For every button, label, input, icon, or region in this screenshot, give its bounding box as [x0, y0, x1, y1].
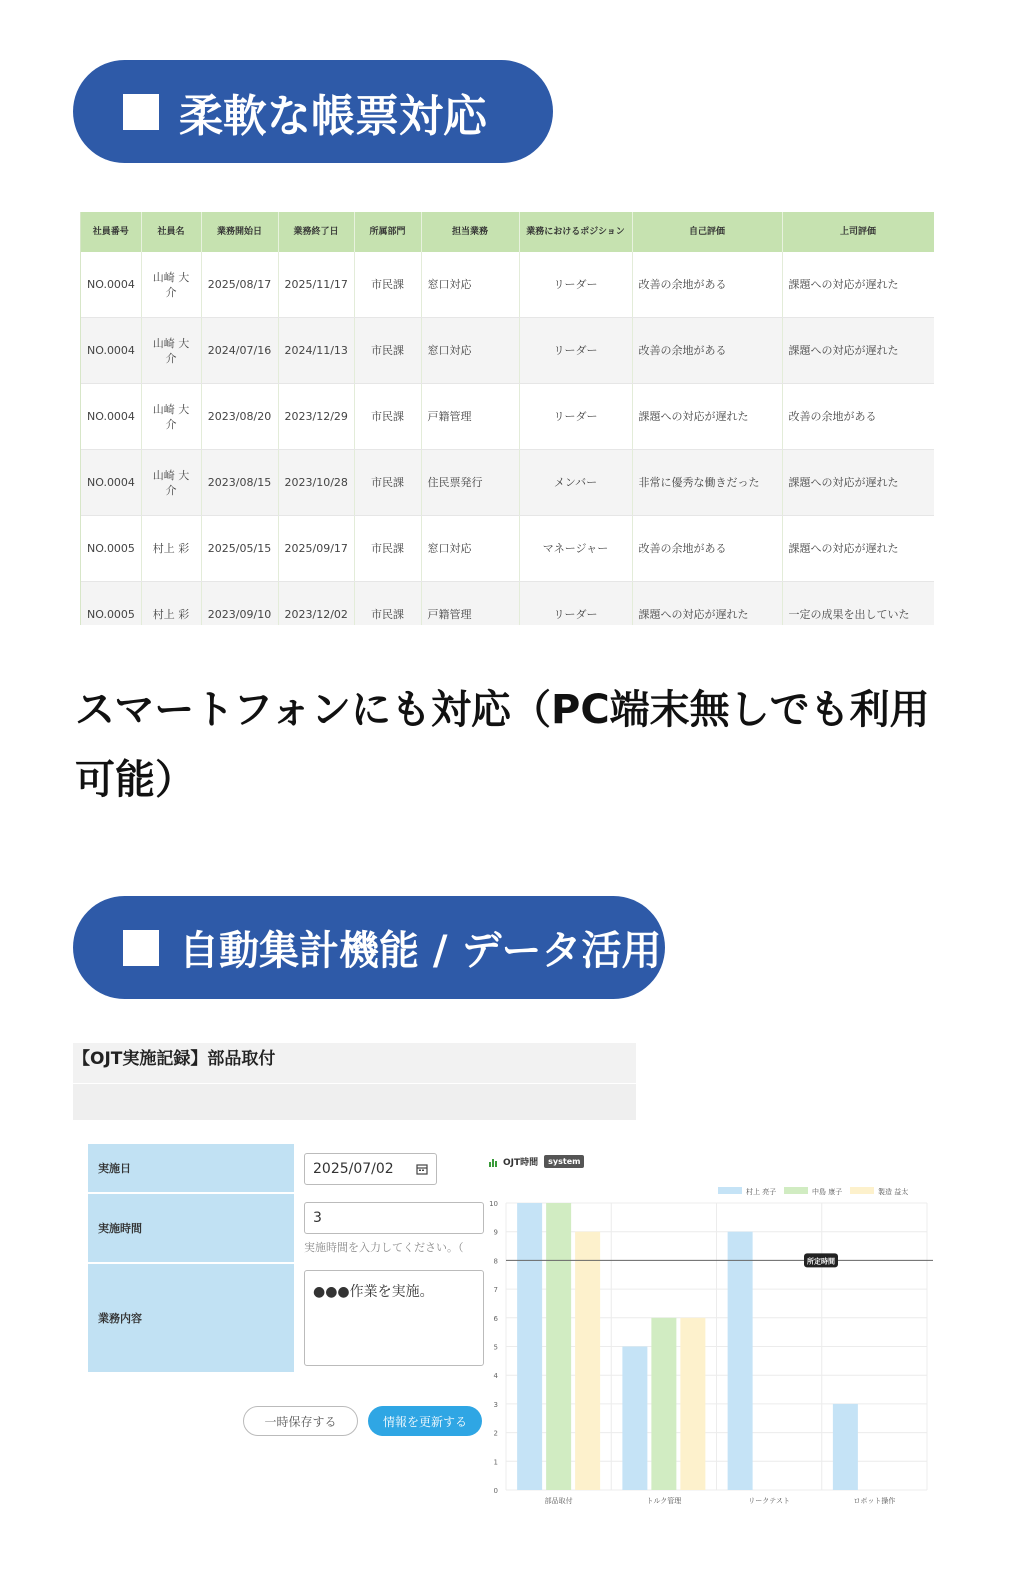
chart-bar	[517, 1203, 542, 1490]
table-cell: 課題への対応が遅れた	[782, 318, 934, 384]
table-row	[81, 516, 934, 582]
legend-label: 村上 亮子	[746, 1188, 777, 1196]
table-header-cell: 上司評価	[782, 212, 934, 252]
table-cell: 一定の成果を出していた	[782, 582, 934, 626]
table-cell: リーダー	[519, 318, 632, 384]
date-value: 2025/07/02	[313, 1161, 394, 1177]
table-cell: 窓口対応	[421, 516, 519, 582]
table-cell: 課題への対応が遅れた	[632, 384, 782, 450]
content-label: 業務内容	[88, 1264, 294, 1372]
chart-bar	[680, 1318, 705, 1490]
calendar-icon[interactable]	[416, 1163, 428, 1175]
update-button[interactable]: 情報を更新する	[368, 1406, 482, 1436]
hours-row	[88, 1194, 484, 1264]
table-cell: マネージャー	[519, 516, 632, 582]
table-cell: 戸籍管理	[421, 582, 519, 626]
table-cell: 課題への対応が遅れた	[632, 582, 782, 626]
chart-bar	[651, 1318, 676, 1490]
table-cell: 2025/08/17	[201, 252, 278, 318]
table-cell: 2025/05/15	[201, 516, 278, 582]
legend-label: 中島 康子	[812, 1188, 843, 1196]
square-icon	[123, 94, 159, 130]
section-title-flexible-forms	[73, 60, 553, 163]
table-header-cell: 担当業務	[421, 212, 519, 252]
y-tick-label: 3	[493, 1400, 498, 1409]
table-cell: NO.0005	[81, 582, 141, 626]
table-cell: 市民課	[354, 450, 421, 516]
table-header-cell: 社員番号	[81, 212, 141, 252]
legend-swatch	[784, 1187, 808, 1194]
hours-label: 実施時間	[88, 1194, 294, 1262]
table-cell: 山崎 大介	[141, 252, 201, 318]
table-cell: 課題への対応が遅れた	[782, 252, 934, 318]
bar-chart-icon	[488, 1157, 498, 1167]
records-table	[80, 212, 934, 625]
y-tick-label: 4	[493, 1372, 498, 1381]
reference-label: 所定時間	[807, 1257, 835, 1266]
ojt-record-title: 【OJT実施記録】部品取付	[73, 1043, 636, 1083]
table-cell: 2023/08/20	[201, 384, 278, 450]
y-tick-label: 10	[489, 1200, 498, 1208]
square-icon	[123, 930, 159, 966]
chart-bar	[575, 1232, 600, 1490]
section-title-aggregation	[73, 896, 665, 999]
y-tick-label: 5	[493, 1343, 498, 1352]
hours-input[interactable]: 3	[304, 1202, 484, 1234]
chart-bar	[728, 1232, 753, 1490]
table-cell: NO.0004	[81, 318, 141, 384]
date-label: 実施日	[88, 1144, 294, 1192]
legend-label: 製造 益太	[878, 1188, 909, 1196]
table-row	[81, 450, 934, 516]
table-cell: 市民課	[354, 516, 421, 582]
table-cell: メンバー	[519, 450, 632, 516]
legend-swatch	[850, 1187, 874, 1194]
table-cell: 市民課	[354, 318, 421, 384]
content-row	[88, 1264, 484, 1374]
y-tick-label: 8	[493, 1257, 498, 1266]
x-tick-label: リークテスト	[748, 1497, 790, 1505]
section-title-text: 自動集計機能 / データ活用	[179, 928, 662, 974]
table-row	[81, 582, 934, 626]
legend-swatch	[718, 1187, 742, 1194]
table-cell: リーダー	[519, 252, 632, 318]
table-cell: 2025/11/17	[278, 252, 354, 318]
table-cell: 2025/09/17	[278, 516, 354, 582]
table-cell: 2023/12/02	[278, 582, 354, 626]
table-cell: 改善の余地がある	[632, 252, 782, 318]
chart-header	[488, 1155, 584, 1168]
date-input[interactable]	[304, 1153, 437, 1185]
table-cell: リーダー	[519, 582, 632, 626]
table-cell: 2023/12/29	[278, 384, 354, 450]
table-header-cell: 業務終了日	[278, 212, 354, 252]
table-cell: 山崎 大介	[141, 450, 201, 516]
chart-bar	[622, 1347, 647, 1491]
ojt-chart-panel	[484, 1143, 933, 1506]
table-cell: 課題への対応が遅れた	[782, 516, 934, 582]
table-cell: 2023/10/28	[278, 450, 354, 516]
table-cell: NO.0004	[81, 384, 141, 450]
table-cell: 市民課	[354, 384, 421, 450]
y-tick-label: 7	[493, 1286, 498, 1295]
table-cell: 市民課	[354, 252, 421, 318]
y-tick-label: 1	[493, 1458, 498, 1467]
chart-bar	[546, 1203, 571, 1490]
save-draft-button[interactable]: 一時保存する	[243, 1406, 358, 1436]
table-cell: 改善の余地がある	[632, 318, 782, 384]
ojt-header-band	[73, 1084, 636, 1120]
x-tick-label: 部品取付	[544, 1497, 573, 1505]
table-header-cell: 所属部門	[354, 212, 421, 252]
hours-hint: 実施時間を入力してください。（	[304, 1241, 464, 1254]
content-textarea[interactable]: ●●●作業を実施。	[304, 1270, 484, 1366]
table-cell: NO.0004	[81, 252, 141, 318]
table-header-cell: 業務におけるポジション	[519, 212, 632, 252]
table-row	[81, 384, 934, 450]
y-tick-label: 9	[493, 1228, 498, 1237]
table-cell: 改善の余地がある	[632, 516, 782, 582]
table-cell: 改善の余地がある	[782, 384, 934, 450]
table-cell: 2024/07/16	[201, 318, 278, 384]
table-cell: 住民票発行	[421, 450, 519, 516]
table-cell: 窓口対応	[421, 318, 519, 384]
table-cell: 非常に優秀な働きだった	[632, 450, 782, 516]
y-tick-label: 2	[493, 1429, 498, 1438]
y-tick-label: 6	[493, 1314, 498, 1323]
table-header-cell: 社員名	[141, 212, 201, 252]
chart-title: OJT時間	[503, 1158, 539, 1168]
table-header-cell: 自己評価	[632, 212, 782, 252]
table-cell: 戸籍管理	[421, 384, 519, 450]
smartphone-support-headline: スマートフォンにも対応（PC端末無しでも利用可能）	[75, 687, 930, 803]
y-tick-label: 0	[493, 1487, 498, 1495]
table-cell: 2023/08/15	[201, 450, 278, 516]
table-cell: 市民課	[354, 582, 421, 626]
ojt-form	[88, 1144, 484, 1374]
table-cell: NO.0005	[81, 516, 141, 582]
x-tick-label: トルク管理	[646, 1497, 682, 1505]
table-row	[81, 252, 934, 318]
table-cell: 山崎 大介	[141, 318, 201, 384]
table-cell: 2024/11/13	[278, 318, 354, 384]
table-cell: 村上 彩	[141, 582, 201, 626]
table-cell: 2023/09/10	[201, 582, 278, 626]
table-cell: 村上 彩	[141, 516, 201, 582]
table-cell: 課題への対応が遅れた	[782, 450, 934, 516]
section-title-text: 柔軟な帳票対応	[179, 90, 487, 142]
table-header-cell: 業務開始日	[201, 212, 278, 252]
x-tick-label: ロボット操作	[853, 1497, 896, 1505]
table-row	[81, 318, 934, 384]
ojt-bar-chart	[484, 1143, 933, 1506]
table-cell: リーダー	[519, 384, 632, 450]
table-cell: NO.0004	[81, 450, 141, 516]
chart-bar	[833, 1404, 858, 1490]
table-cell: 山崎 大介	[141, 384, 201, 450]
table-cell: 窓口対応	[421, 252, 519, 318]
date-row	[88, 1144, 484, 1194]
system-tag: system	[544, 1155, 584, 1168]
